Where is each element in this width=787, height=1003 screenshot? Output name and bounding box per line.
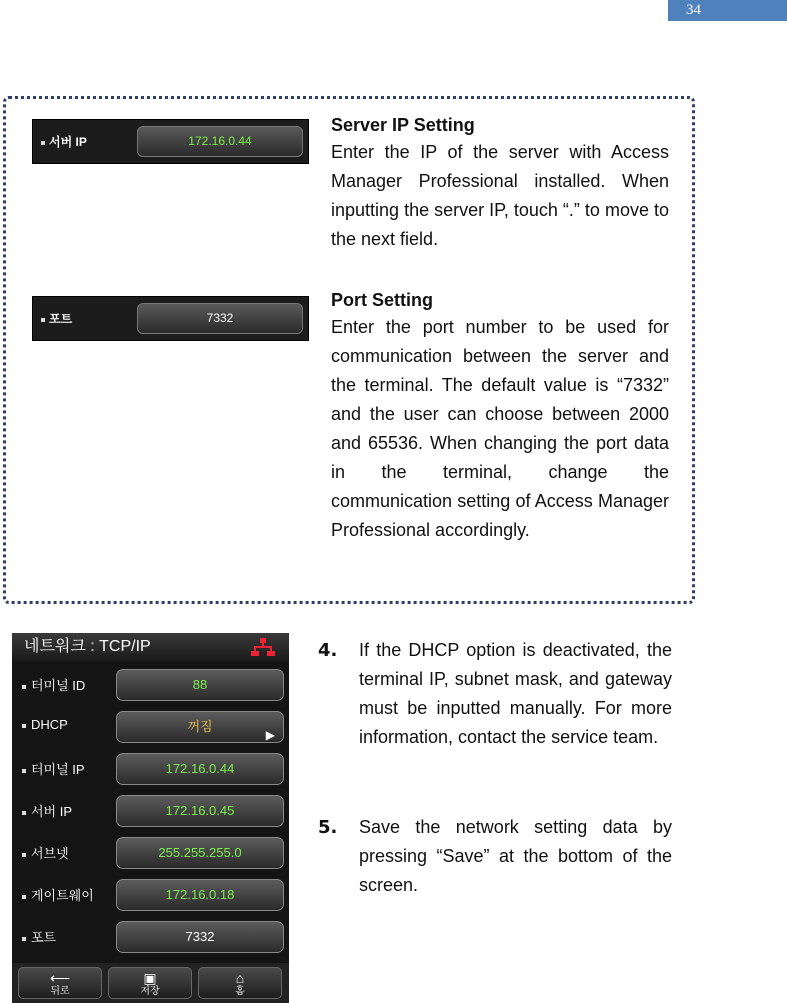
network-icon [251, 638, 275, 656]
port-widget-field: 7332 [137, 303, 303, 334]
row-label: 터미널 IP [22, 759, 85, 778]
port-widget-label: 포트 [41, 310, 72, 327]
gateway-field[interactable]: 172.16.0.18 [116, 879, 284, 911]
step-number: 5. [318, 817, 338, 838]
home-button[interactable] [198, 967, 282, 999]
server-ip-section [331, 112, 669, 254]
server-ip-body: Enter the IP of the server with Access Manager Professional installed. When inputting the server IP, touch “.” to move to the next field. [331, 142, 669, 249]
save-icon: ▣ [143, 970, 157, 986]
server-ip-widget [32, 119, 309, 164]
row-label: 터미널 ID [22, 675, 85, 694]
port-heading: Port Setting [331, 290, 433, 310]
terminal-ip-field[interactable]: 172.16.0.44 [116, 753, 284, 785]
phone-row-terminal-ip [12, 749, 289, 789]
back-button[interactable] [18, 967, 102, 999]
back-arrow-icon: ⟵ [49, 970, 71, 986]
home-icon: ⌂ [235, 970, 245, 986]
phone-row-subnet [12, 833, 289, 873]
server-ip-widget-field: 172.16.0.44 [137, 126, 303, 157]
page-number-tab: 34 [668, 0, 787, 20]
row-label: DHCP [22, 717, 68, 732]
server-ip-widget-label: 서버 IP [41, 133, 87, 150]
row-label: 서브넷 [22, 843, 69, 862]
server-ip-heading: Server IP Setting [331, 115, 475, 135]
port-section [331, 287, 669, 545]
phone-row-port [12, 917, 289, 957]
terminal-id-field[interactable]: 88 [116, 669, 284, 701]
dhcp-value: 꺼짐 [187, 719, 213, 734]
phone-row-terminal-id [12, 665, 289, 705]
phone-title: 네트워크 : TCP/IP [12, 633, 289, 661]
dhcp-selector[interactable] [116, 711, 284, 743]
step-text: If the DHCP option is deactivated, the terminal IP, subnet mask, and gateway must be inputted manually. For more information, contact the service team. [359, 640, 672, 747]
step-text: Save the network setting data by pressing “Save” at the bottom of the screen. [359, 817, 672, 895]
phone-row-dhcp [12, 707, 289, 747]
server-ip-field[interactable]: 172.16.0.45 [116, 795, 284, 827]
phone-row-gateway [12, 875, 289, 915]
row-label: 게이트웨이 [22, 885, 94, 904]
network-settings-screenshot [12, 633, 289, 1003]
port-field[interactable]: 7332 [116, 921, 284, 953]
port-body: Enter the port number to be used for communication between the server and the terminal. The default value is “7332” and the user can choose between 2000 and 65536. When changing the port data in the terminal, change the communication setting of Access Manager Professional accordingly. [331, 317, 669, 540]
phone-row-server-ip [12, 791, 289, 831]
save-button[interactable] [108, 967, 192, 999]
row-label: 서버 IP [22, 801, 72, 820]
subnet-field[interactable]: 255.255.255.0 [116, 837, 284, 869]
step-number: 4. [318, 640, 338, 661]
back-button-label: 뒤로 [50, 986, 70, 997]
port-widget [32, 296, 309, 341]
chevron-right-icon: ▶ [265, 728, 275, 742]
phone-bottom-bar [12, 963, 289, 1003]
home-button-label: 홈 [235, 986, 245, 997]
save-button-label: 저장 [140, 986, 160, 997]
row-label: 포트 [22, 927, 56, 946]
